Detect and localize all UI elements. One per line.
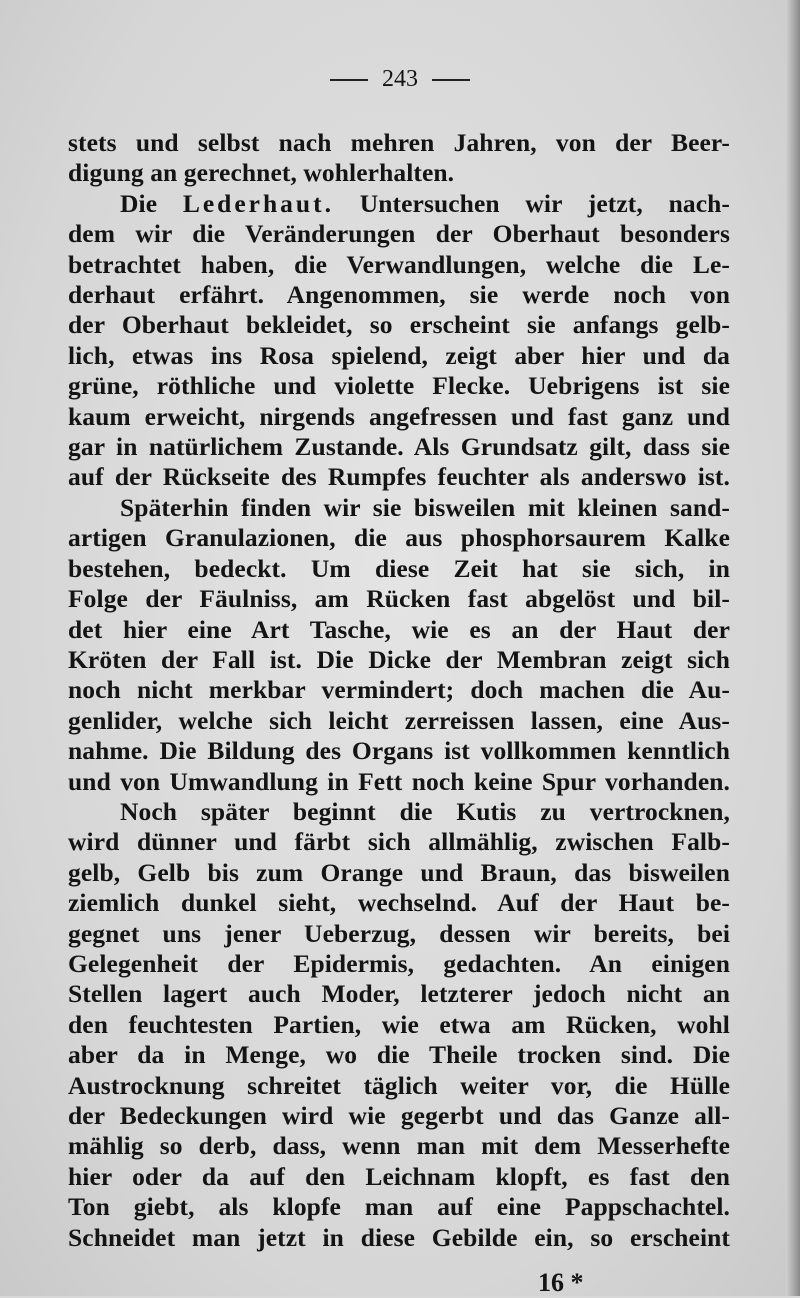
header-dash-left	[330, 79, 368, 81]
text-line: genlider, welche sich leicht zerreissen lassen, eine Aus-	[68, 705, 730, 735]
text-line: Die Lederhaut. Untersuchen wir jetzt, nach-	[120, 188, 730, 218]
body-text	[68, 128, 730, 1253]
text-line: den feuchtesten Partien, wie etwa am Rücken, wohl	[68, 1009, 730, 1039]
text-line: det hier eine Art Tasche, wie es an der Haut der	[68, 614, 730, 644]
text-line: artigen Granulazionen, die aus phosphorsaurem Kalke	[68, 523, 730, 553]
signature-mark: 16 *	[538, 1268, 584, 1297]
text-line: Späterhin finden wir sie bisweilen mit kleinen sand-	[120, 492, 730, 522]
text-line: der Oberhaut bekleidet, so erscheint sie anfangs gelb-	[68, 310, 730, 340]
text-line: gelb, Gelb bis zum Orange und Braun, das bisweilen	[68, 857, 730, 887]
header-dash-right	[432, 79, 470, 81]
text-line: derhaut erfährt. Angenommen, sie werde noch von	[68, 280, 730, 310]
text-line: betrachtet haben, die Verwandlungen, welche die Le-	[68, 249, 730, 279]
text-line: Schneidet man jetzt in diese Gebilde ein, so erscheint	[68, 1222, 730, 1252]
text-line: noch nicht merkbar vermindert; doch machen die Au-	[68, 675, 730, 705]
text-line: Ton giebt, als klopfe man auf eine Pappschachtel.	[68, 1192, 730, 1222]
text-line: ziemlich dunkel sieht, wechselnd. Auf der Haut be-	[68, 888, 730, 918]
text-line: mählig so derb, dass, wenn man mit dem Messerhefte	[68, 1131, 730, 1161]
text-line: bestehen, bedeckt. Um diese Zeit hat sie sich, in	[68, 553, 730, 583]
text-line: Gelegenheit der Epidermis, gedachten. An einigen	[68, 948, 730, 978]
text-line: gegnet uns jener Ueberzug, dessen wir bereits, bei	[68, 918, 730, 948]
text-line: Austrocknung schreitet täglich weiter vor, die Hülle	[68, 1070, 730, 1100]
page-number: 243	[382, 66, 418, 92]
text-line: stets und selbst nach mehren Jahren, von der Beer-	[68, 128, 730, 157]
text-line: Stellen lagert auch Moder, letzterer jedoch nicht an	[68, 979, 730, 1009]
text-line: gar in natürlichem Zustande. Als Grundsatz gilt, dass sie	[68, 432, 730, 462]
page-edge-shadow	[786, 0, 800, 1296]
text-line: nahme. Die Bildung des Organs ist vollkommen kenntlich	[68, 736, 730, 766]
text-line: Noch später beginnt die Kutis zu vertrocknen,	[120, 796, 730, 826]
text-line: lich, etwas ins Rosa spielend, zeigt aber hier und da	[68, 340, 730, 370]
text-line: digung an gerechnet, wohlerhalten.	[68, 158, 455, 188]
text-line: aber da in Menge, wo die Theile trocken sind. Die	[68, 1040, 730, 1070]
text-line: auf der Rückseite des Rumpfes feuchter als anderswo ist.	[68, 462, 730, 492]
text-line: Folge der Fäulniss, am Rücken fast abgelöst und bil-	[68, 584, 730, 614]
text-line: und von Umwandlung in Fett noch keine Spur vorhanden.	[68, 766, 730, 796]
text-line: der Bedeckungen wird wie gegerbt und das Ganze all-	[68, 1101, 730, 1130]
text-line: dem wir die Veränderungen der Oberhaut besonders	[68, 219, 730, 249]
text-line: grüne, röthliche und violette Flecke. Uebrigens ist sie	[68, 371, 730, 401]
text-line: wird dünner und färbt sich allmählig, zwischen Falb-	[68, 827, 730, 857]
text-line: Kröten der Fall ist. Die Dicke der Membran zeigt sich	[68, 644, 730, 674]
text-line: kaum erweicht, nirgends angefressen und fast ganz und	[68, 401, 730, 431]
page-header	[0, 66, 800, 93]
text-line: hier oder da auf den Leichnam klopft, es fast den	[68, 1161, 730, 1191]
